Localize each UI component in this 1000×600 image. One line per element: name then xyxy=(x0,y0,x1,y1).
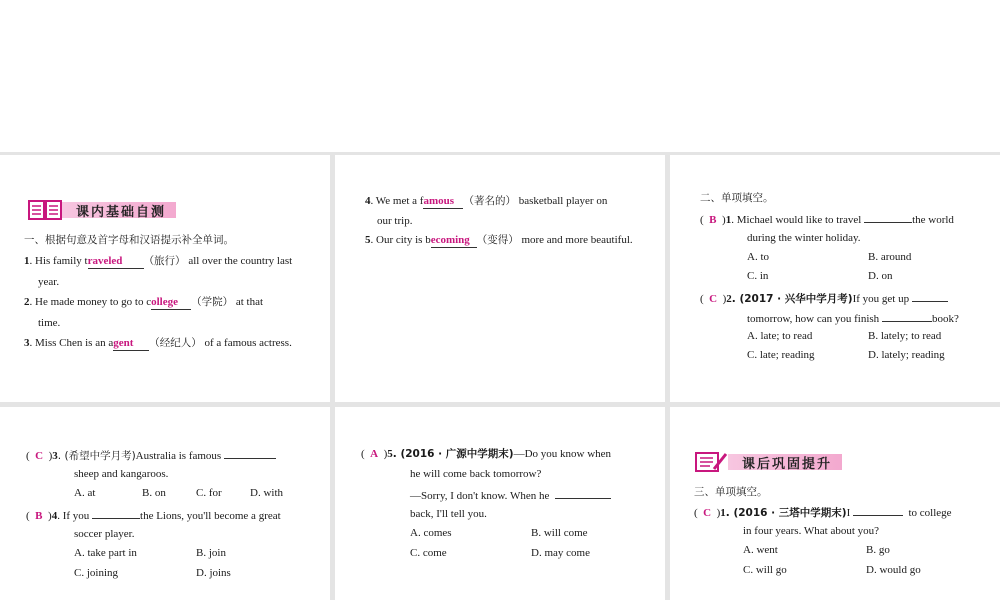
option-c: C. will go xyxy=(743,564,787,576)
question-5-cont-1: he will come back tomorrow? xyxy=(410,468,542,480)
question-1: 1. His family traveled （旅行） all over the country last xyxy=(24,255,293,267)
instruction: 一、根据句意及首字母和汉语提示补全单词。 xyxy=(24,234,234,246)
question-1: ( B )1. Michael would like to travel the world xyxy=(700,211,954,227)
question-2: ( C )2. (2017 · 兴华中学月考)If you get up xyxy=(700,290,948,306)
option-b: B. on xyxy=(142,487,166,499)
question-1: ( C )1. (2016 · 三塔中学期末)I to college xyxy=(694,504,952,520)
question-5-cont-3: back, I'll tell you. xyxy=(410,508,487,520)
option-d: D. with xyxy=(250,487,283,499)
option-b: B. go xyxy=(866,544,890,556)
instruction: 二、单项填空。 xyxy=(700,192,774,204)
option-b: B. join xyxy=(196,547,226,559)
section-title: 课内基础自测 xyxy=(62,202,176,218)
option-a: A. comes xyxy=(410,527,452,539)
question-2-cont: time. xyxy=(38,317,61,329)
option-a: A. at xyxy=(74,487,96,499)
option-c: C. in xyxy=(747,270,769,282)
option-a: A. late; to read xyxy=(747,330,813,342)
option-c: C. come xyxy=(410,547,447,559)
option-a: A. to xyxy=(747,251,769,263)
question-2: 2. He made money to go to college （学院） at that xyxy=(24,296,264,308)
panel-section-1 xyxy=(0,155,330,402)
option-c: C. late; reading xyxy=(747,349,815,361)
option-a: A. went xyxy=(743,544,778,556)
option-d: D. joins xyxy=(196,567,231,579)
question-5: ( A )5. (2016 · 广源中学期末)—Do you know when xyxy=(361,448,612,460)
section-header xyxy=(28,199,176,221)
question-2-cont: tomorrow, how can you finish book? xyxy=(747,310,959,326)
option-a: A. take part in xyxy=(74,547,137,559)
option-d: D. would go xyxy=(866,564,921,576)
option-b: B. will come xyxy=(531,527,588,539)
question-4-cont: soccer player. xyxy=(74,528,135,540)
option-d: D. on xyxy=(868,270,893,282)
option-d: D. may come xyxy=(531,547,590,559)
option-c: C. joining xyxy=(74,567,119,579)
option-c: C. for xyxy=(196,487,222,499)
panel-section-6 xyxy=(670,407,1000,600)
option-b: B. around xyxy=(868,251,912,263)
question-1-cont: in four years. What about you? xyxy=(743,525,880,537)
option-b: B. lately; to read xyxy=(868,330,942,342)
question-4: ( B )4. If you the Lions, you'll become a great xyxy=(26,507,281,523)
section-title: 课后巩固提升 xyxy=(728,454,842,470)
question-4-cont: our trip. xyxy=(377,215,413,227)
section-header xyxy=(694,451,842,473)
question-1-cont: during the winter holiday. xyxy=(747,232,861,244)
question-4: 4. We met a famous （著名的） basketball player on xyxy=(365,195,608,207)
panel-section-4 xyxy=(0,407,330,600)
panel-section-2 xyxy=(335,155,665,402)
question-1-cont: year. xyxy=(38,276,60,288)
panel-section-3 xyxy=(670,155,1000,402)
question-5: 5. Our city is becoming （变得） more and more beautiful. xyxy=(365,234,633,246)
notebook-pencil-icon xyxy=(694,451,728,473)
panel-section-5 xyxy=(335,407,665,600)
book-icon xyxy=(28,199,62,221)
question-3: 3. Miss Chen is an agent （经纪人） of a famous actress. xyxy=(24,337,292,349)
question-5-cont-2: —Sorry, I don't know. When he xyxy=(410,487,611,503)
question-3: ( C )3. (希望中学月考)Australia is famous xyxy=(26,447,276,463)
question-3-cont: sheep and kangaroos. xyxy=(74,468,169,480)
option-d: D. lately; reading xyxy=(868,349,945,361)
instruction: 三、单项填空。 xyxy=(694,486,768,498)
